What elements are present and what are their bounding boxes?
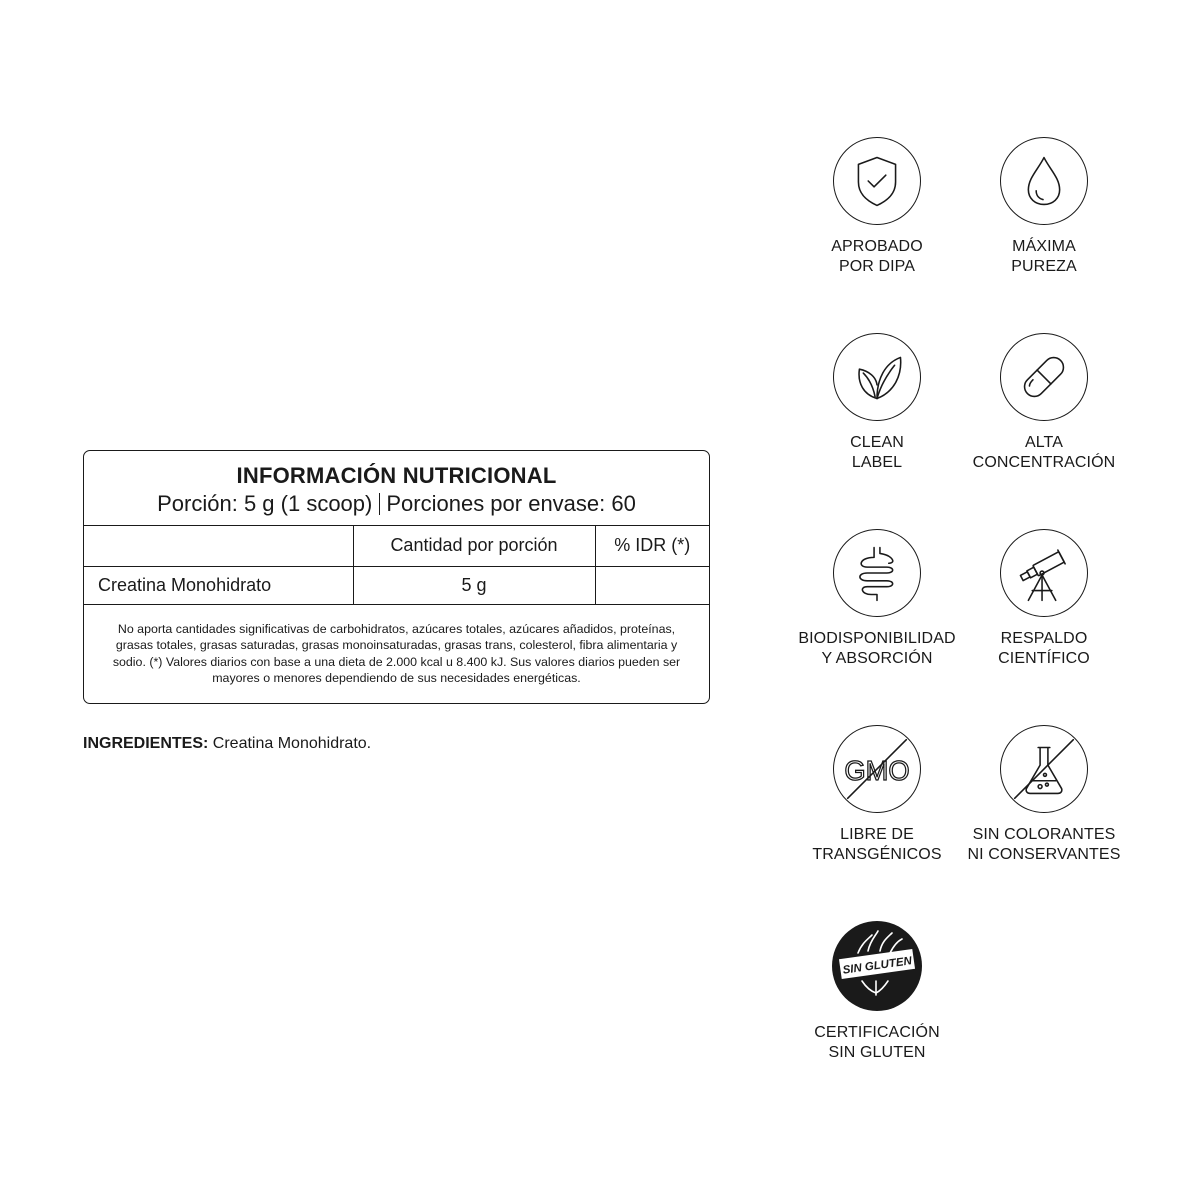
column-header-nutrient — [84, 526, 353, 566]
gmo-text: GMO — [844, 754, 910, 786]
ingredients-line — [83, 735, 371, 753]
badge-libre-transgenicos — [792, 725, 962, 865]
seal-text: SIN GLUTEN — [841, 955, 913, 977]
leaf-icon — [833, 333, 921, 421]
badge-label: BIODISPONIBILIDAD Y ABSORCIÓN — [798, 630, 956, 667]
badge-label: MÁXIMA PUREZA — [1011, 238, 1077, 275]
badge-sin-colorantes — [959, 725, 1129, 865]
badge-label: SIN COLORANTES NI CONSERVANTES — [967, 826, 1121, 863]
table-header-row — [84, 526, 709, 566]
serving-size: Porción: 5 g (1 scoop) — [157, 491, 373, 516]
nutrition-facts-panel — [83, 450, 710, 704]
column-header-idr: % IDR (*) — [595, 526, 709, 566]
badge-label: RESPALDO CIENTÍFICO — [998, 630, 1090, 667]
capsule-icon — [1000, 333, 1088, 421]
servings-per-container: Porciones por envase: 60 — [386, 491, 636, 516]
badge-maxima-pureza — [959, 137, 1129, 277]
water-drop-icon — [1000, 137, 1088, 225]
nutrition-header — [84, 451, 709, 526]
badge-label: LIBRE DE TRANSGÉNICOS — [812, 826, 942, 863]
badge-label: ALTA CONCENTRACIÓN — [972, 434, 1116, 471]
badge-alta-concentracion — [959, 333, 1129, 473]
column-header-amount: Cantidad por porción — [353, 526, 595, 566]
badge-certificacion-sin-gluten — [792, 921, 962, 1063]
shield-check-icon — [833, 137, 921, 225]
badge-clean-label — [792, 333, 962, 473]
no-gmo-icon — [833, 725, 921, 813]
intestine-icon — [833, 529, 921, 617]
telescope-icon — [1000, 529, 1088, 617]
ingredients-label: INGREDIENTES: — [83, 735, 209, 752]
nutrition-title: INFORMACIÓN NUTRICIONAL — [236, 463, 557, 488]
nutrition-table — [84, 526, 709, 605]
nutrient-name: Creatina Monohidrato — [84, 566, 353, 604]
nutrient-amount: 5 g — [353, 566, 595, 604]
serving-info — [84, 490, 709, 518]
ingredients-text: Creatina Monohidrato. — [208, 735, 372, 752]
badge-label: APROBADO POR DIPA — [831, 238, 923, 275]
serving-separator — [379, 493, 380, 515]
no-flask-icon — [1000, 725, 1088, 813]
nutrient-idr — [595, 566, 709, 604]
table-row — [84, 566, 709, 604]
badge-label: CERTIFICACIÓN SIN GLUTEN — [814, 1024, 940, 1061]
badge-label: CLEAN LABEL — [850, 434, 904, 471]
gluten-free-seal-icon — [832, 921, 922, 1011]
badge-aprobado-dipa — [792, 137, 962, 277]
badge-biodisponibilidad — [792, 529, 962, 669]
nutrition-footnote: No aporta cantidades significativas de carbohidratos, azúcares totales, azúcares añadidos, proteínas, grasas totales, grasas saturadas, grasas monoinsaturadas, grasas trans, colesterol, fibra alimentaria y sodio. (*) Valores diarios con base a una dieta de 2.000 kcal u 8.400 kJ. Sus valores diarios pueden ser mayores o menores dependiendo de sus necesidades energéticas. — [112, 621, 681, 685]
badge-respaldo-cientifico — [959, 529, 1129, 669]
